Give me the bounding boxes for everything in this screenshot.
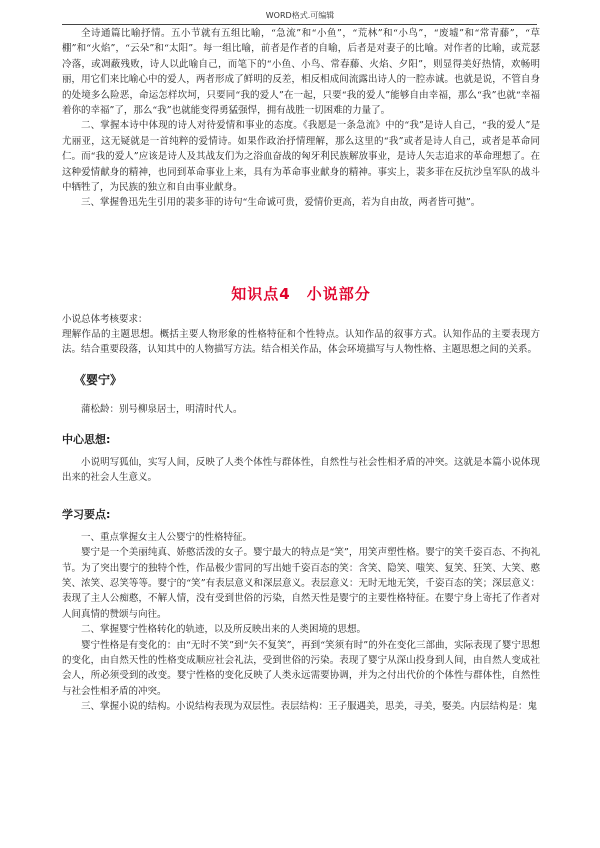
point-3: 三、掌握小说的结构。小说结构表现为双层性。表层结构：王子服遇美，思美，寻美，娶美。内层结构是：鬼 [81, 701, 538, 713]
intro-paragraph-3: 三、掌握鲁迅先生引用的裴多菲的诗句“生命诚可贵，爱情价更高，若为自由故，两者皆可抛”。 [81, 197, 481, 209]
page-header: WORD格式.可编辑 [265, 11, 335, 20]
header-rule [62, 24, 537, 25]
intro-paragraph-2: 二、掌握本诗中体现的诗人对待爱情和事业的态度。《我愿是一条急流》中的“我”是诗人自己，“我的爱人”是尤丽亚，这无疑就是一首纯粹的爱情诗。如果作政治抒情理解，那么这里的“我”或者是诗人自己，或者是革命同仁。而“我的爱人”应该是诗人及其战友们为之浴血奋战的匈牙利民族解放事业，是诗人矢志追求的革命理想了。在这种爱情献身的精神，也同到革命事业上来，具有为革命事业献身的精神。事实上，裴多菲在反抗沙皇军队的战斗中牺牲了，为民族的独立和自由事业献身。 [62, 120, 540, 194]
work-author: 蒲松龄：别号柳泉居士，明清时代人。 [81, 403, 243, 415]
section-requirements: 理解作品的主题思想。概括主要人物形象的性格特征和个性特点。认知作品的叙事方式。认知作品的主要表现方法。结合重要段落，认知其中的人物描写方法。结合相关作品，体会环境描写与人物性格、主题思想之间的关系。 [62, 328, 540, 355]
section-lead: 小说总体考核要求： [62, 313, 148, 325]
point-1-detail: 婴宁是一个美丽纯真、娇憨活泼的女子。婴宁最大的特点是“笑”，用笑声塑性格。婴宁的笑千姿百态、不拘礼节。为了突出婴宁的独特个性，作品极少雷同的写出她千姿百态的笑：含笑、隐笑、嗤笑、复笑、狂笑、大笑、憨笑、浓笑、忍笑等等。婴宁的“笑”有表层意义和深层意义。表层意义：无时无地无笑，千姿百态的笑；深层意义：表现了主人公痴憨，不解人情，没有受到世俗的污染，自然天性是婴宁的主要性格特征。在婴宁身上寄托了作者对人间真情的赞颂与向往。 [62, 547, 540, 620]
document-body [62, 26, 540, 715]
theme-heading: 中心思想: [62, 432, 111, 446]
section-title: 知识点4 小说部分 [231, 284, 371, 303]
theme-paragraph: 小说明写狐仙，实写人间，反映了人类个体性与群体性，自然性与社会性相矛盾的冲突。这就是本篇小说体现出来的社会人生意义。 [62, 456, 540, 484]
point-2: 二、掌握婴宁性格转化的轨迹，以及所反映出来的人类困境的思想。 [81, 624, 367, 636]
points-heading: 学习要点: [62, 507, 111, 521]
intro-paragraph-1: 全诗通篇比喻抒情。五小节就有五组比喻，“急流”和“小鱼”，“荒林”和“小鸟”，“废墟”和“常青藤”，“草棚”和“火焰”，“云朵”和“太阳”。每一组比喻，前者是作者的自喻，后者是对妻子的比喻。对作者的比喻，或荒瑟冷落，或凋蔽残败，诗人以此喻自己，而笔下的“小鱼、小鸟、常春藤、火焰、夕阳”，则显得美好热情，欢畅明丽，用它们来比喻心中的爱人，两者形成了鲜明的反差，相反相成间流露出诗人的一腔赤诚。也就是说，不管自身的处境多么险恶，命运怎样坎坷，只要同“我的爱人”在一起，只要“我的爱人”能够自由幸福，那么“我”也就“幸福着你的幸福”了，那么“我”也就能变得勇猛强悍，拥有战胜一切困难的力量了。 [62, 28, 540, 117]
work-title: 《婴宁》 [74, 372, 123, 387]
point-1: 一、重点掌握女主人公婴宁的性格特征。 [81, 531, 253, 543]
point-2-detail: 婴宁性格是有变化的：由“无时不笑”到“矢不复笑”，再到“笑须有时”的外在变化三部曲，实际表现了婴宁思想的变化，由自然天性的性格变成顺应社会礼法，受到世俗的污染。表现了婴宁从深山投身到人间，由自然人变成社会人，所必须受到的改变。婴宁性格的变化反映了人类永远需要协调，并为之付出代价的个体性与群体性，自然性与社会性相矛盾的冲突。 [62, 639, 540, 697]
